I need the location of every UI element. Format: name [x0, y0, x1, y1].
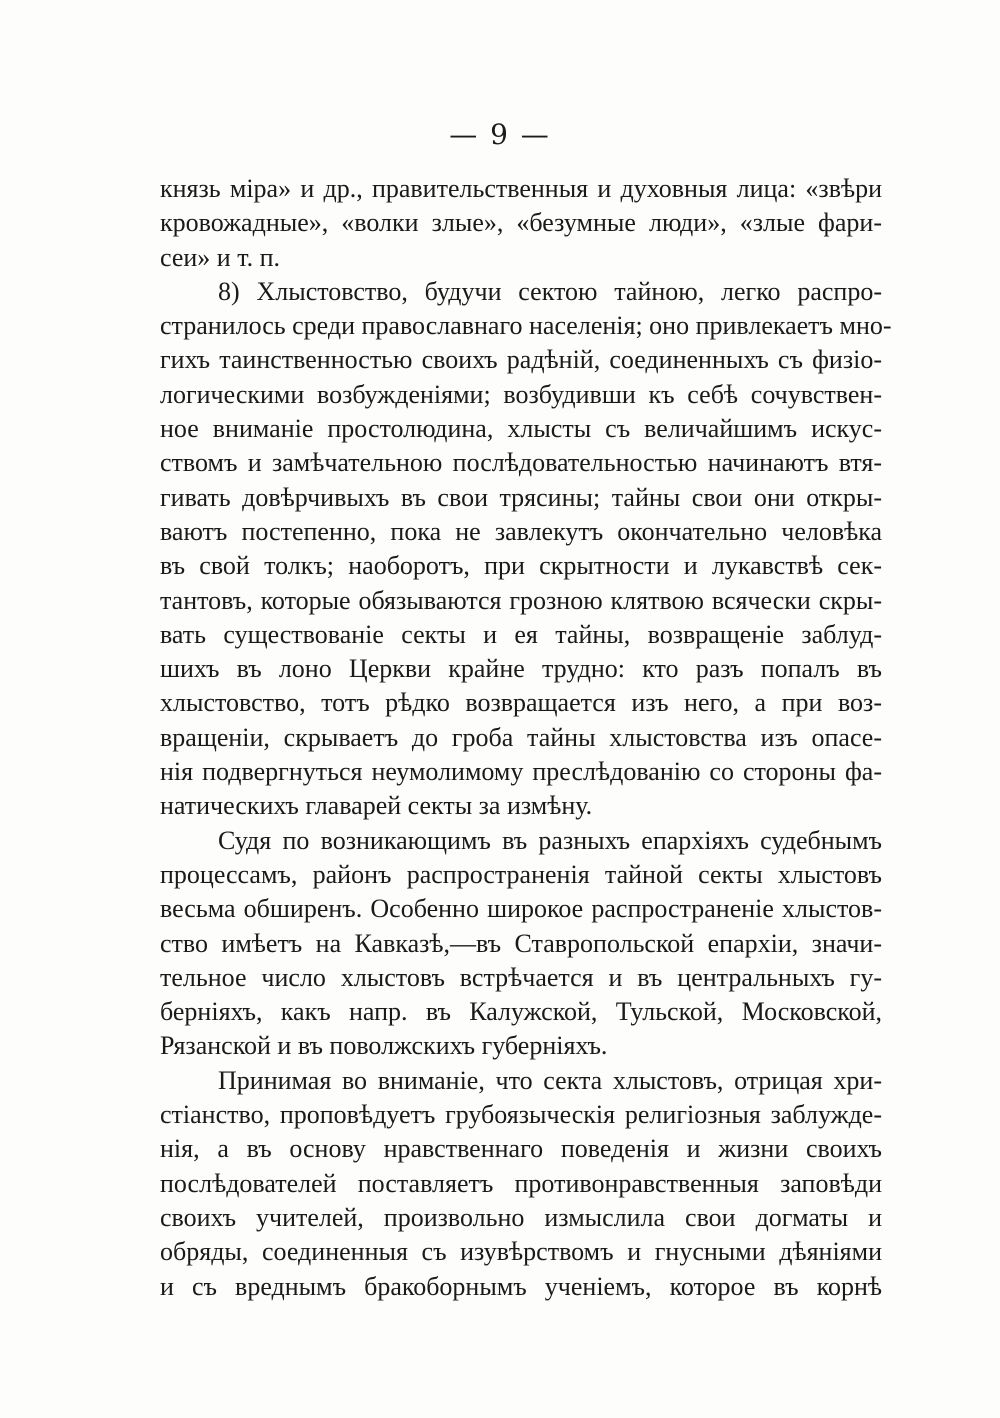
paragraph — [160, 1064, 882, 1304]
text-line: своихъ учителей, произвольно измыслила свои догматы и — [160, 1202, 882, 1232]
paragraph — [160, 824, 882, 1064]
text-line: ство имѣетъ на Кавказѣ,—въ Ставропольской епархіи, значи- — [160, 928, 882, 958]
text-line: гивать довѣрчивыхъ въ свои трясины; тайны свои они откры- — [160, 482, 882, 512]
text-line: натическихъ главарей секты за измѣну. — [160, 791, 593, 821]
text-line: странилось среди православнаго населенія; оно привлекаетъ мно- — [160, 311, 892, 341]
text-line: шихъ въ лоно Церкви крайне трудно: кто разъ попалъ въ — [160, 654, 882, 684]
text-line: послѣдователей поставляетъ противонравственныя заповѣди — [160, 1168, 882, 1198]
text-line: тельное число хлыстовъ встрѣчается и въ центральныхъ гу- — [160, 962, 882, 992]
text-line: ное вниманіе простолюдина, хлысты съ величайшимъ искус- — [160, 414, 882, 444]
text-line: вращеніи, скрываетъ до гроба тайны хлыстовства изъ опасе- — [160, 722, 882, 752]
paragraph — [160, 172, 882, 275]
text-line: кровожадные», «волки злые», «безумные люди», «злые фари- — [160, 208, 882, 238]
text-line: нія, а въ основу нравственнаго поведенія и жизни своихъ — [160, 1134, 882, 1164]
text-line: логическими возбужденіями; возбудивши къ себѣ сочувствен- — [160, 379, 882, 409]
paragraph — [160, 275, 892, 824]
text-line: нія подвергнуться неумолимому преслѣдованію со стороны фа- — [160, 757, 882, 787]
text-line: Принимая во вниманіе, что секта хлыстовъ, отрицая хри- — [218, 1065, 882, 1095]
document-body — [160, 172, 892, 1304]
text-line: стіанство, проповѣдуетъ грубоязыческія религіозныя заблужде- — [160, 1100, 882, 1130]
text-line: весьма обширенъ. Особенно широкое распространеніе хлыстов- — [160, 894, 882, 924]
text-line: ствомъ и замѣчательною послѣдовательностью начинаютъ втя- — [160, 448, 882, 478]
text-line: въ свой толкъ; наоборотъ, при скрытности и лукавствѣ сек- — [160, 551, 882, 581]
page-number: — 9 — — [449, 118, 551, 151]
text-line: князь міра» и др., правительственныя и духовныя лица: «звѣри — [160, 174, 882, 203]
text-line: 8) Хлыстовство, будучи сектою тайною, легко распро- — [218, 276, 882, 306]
text-line: Судя по возникающимъ въ разныхъ епархіяхъ судебнымъ — [218, 825, 882, 855]
text-line: гихъ таинственностью своихъ радѣній, соединенныхъ съ физіо- — [160, 345, 882, 375]
text-line: тантовъ, которые обязываются грозною клятвою всячески скры- — [160, 585, 882, 615]
text-line: ваютъ постепенно, пока не завлекутъ окончательно человѣка — [160, 516, 882, 546]
text-line: обряды, соединенныя съ изувѣрствомъ и гнусными дѣяніями — [160, 1237, 882, 1267]
text-line: сеи» и т. п. — [160, 242, 281, 272]
text-line: и съ вреднымъ бракоборнымъ ученіемъ, которое въ корнѣ — [160, 1271, 882, 1301]
text-line: хлыстовство, тотъ рѣдко возвращается изъ него, а при воз- — [160, 688, 882, 718]
text-line: процессамъ, районъ распространенія тайной секты хлыстовъ — [160, 859, 882, 889]
text-line: Рязанской и въ поволжскихъ губерніяхъ. — [160, 1031, 608, 1061]
text-line: берніяхъ, какъ напр. въ Калужской, Тульской, Московской, — [160, 997, 882, 1027]
text-line: вать существованіе секты и ея тайны, возвращеніе заблуд- — [160, 619, 882, 649]
